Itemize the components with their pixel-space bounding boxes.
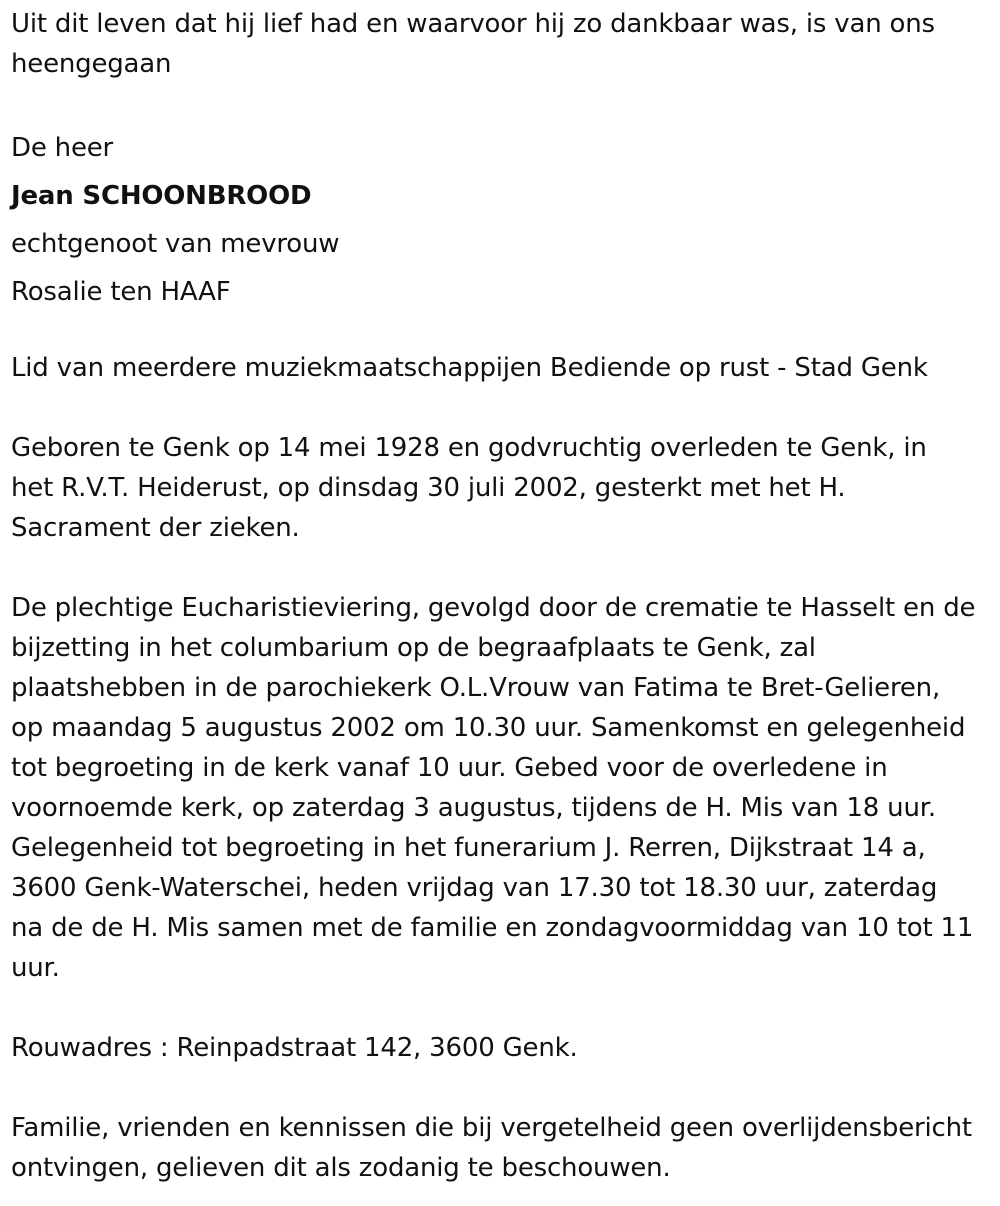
spouse-label: echtgenoot van mevrouw [11, 229, 340, 259]
deceased-name: Jean SCHOONBROOD [11, 181, 312, 211]
occupation-text: Lid van meerdere muziekmaatschappijen Bediende op rust - Stad Genk [11, 353, 928, 383]
spacer [11, 316, 976, 348]
mourning-address: Rouwadres : Reinpadstraat 142, 3600 Genk. [11, 1033, 578, 1063]
ceremony-text: De plechtige Eucharistieviering, gevolgd door de crematie te Hasselt en de bijzetting in het columbarium op de begraafplaats te Genk, zal plaatshebben in de parochiekerk O.L.Vrouw van Fatima te Bret-Gelieren, op maandag 5 augustus 2002 om 10.30 uur. Samenkomst en gelegenheid tot begroeting in de kerk vanaf 10 uur. Gebed voor de overledene in voornoemde kerk, op zaterdag 3 augustus, tijdens de H. Mis van 18 uur. Gelegenheid tot begroeting in het funerarium J. Rerren, Dijkstraat 14 a, 3600 Genk-Waterschei, heden vrijdag van 17.30 tot 18.30 uur, zaterdag na de de H. Mis samen met de familie en zondagvoormiddag van 10 tot 11 uur. [11, 593, 976, 983]
spouse-name: Rosalie ten HAAF [11, 277, 231, 307]
title-prefix: De heer [11, 133, 114, 163]
spacer [11, 1068, 976, 1108]
closing-text: Familie, vrienden en kennissen die bij vergetelheid geen overlijdensbericht ontvingen, gelieven dit als zodanig te beschouwen. [11, 1113, 972, 1183]
spacer [11, 388, 976, 428]
spacer [11, 988, 976, 1028]
spacer [11, 548, 976, 588]
birth-death-text: Geboren te Genk op 14 mei 1928 en godvruchtig overleden te Genk, in het R.V.T. Heiderust, op dinsdag 30 juli 2002, gesterkt met het H. Sacrament der zieken. [11, 433, 927, 543]
intro-text: Uit dit leven dat hij lief had en waarvoor hij zo dankbaar was, is van ons heengegaan [11, 9, 935, 79]
spacer [11, 84, 976, 124]
